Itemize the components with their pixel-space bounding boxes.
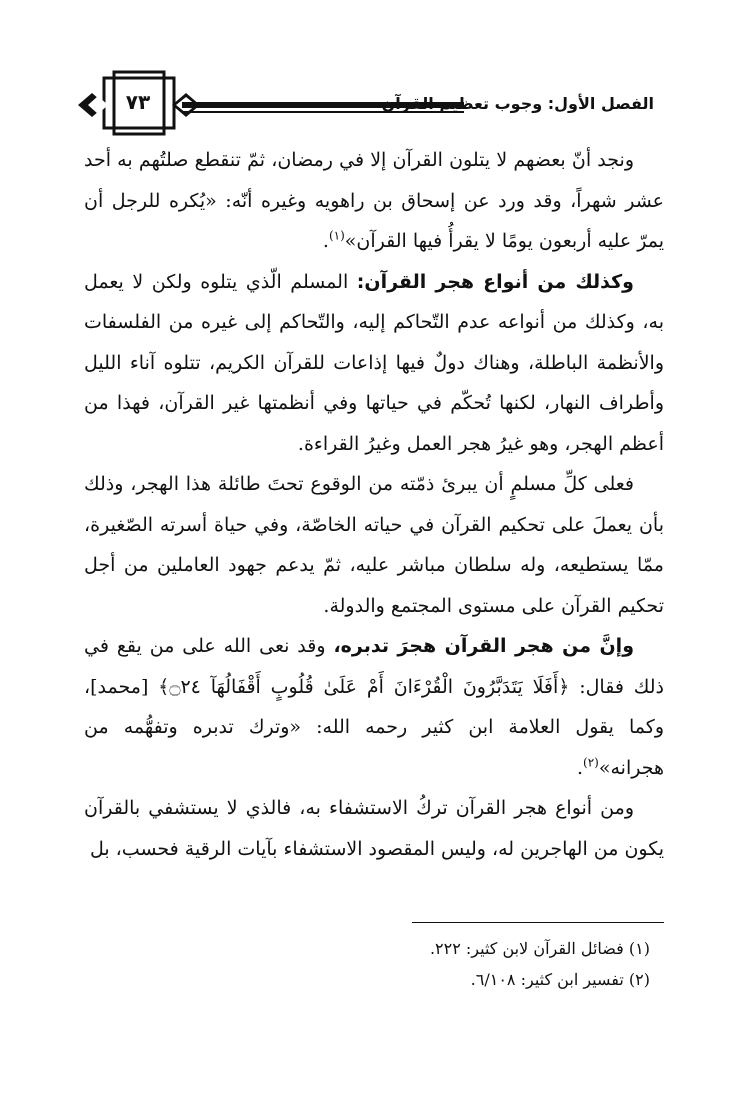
footnote-ref-2[interactable]: (٢)	[583, 755, 599, 770]
main-text	[84, 140, 664, 869]
paragraph-lead: وكذلك من أنواع هجر القرآن:	[356, 270, 634, 293]
footnote-1: (١) فضائل القرآن لابن كثير: ٢٢٢.	[429, 939, 650, 958]
footnote-2: (٢) تفسير ابن كثير: ٦/١٠٨.	[470, 970, 650, 989]
paragraph-lead: وإنَّ من هجر القرآن هجرَ تدبره،	[333, 635, 634, 657]
paragraph-3: فعلى كلِّ مسلمٍ أن يبرئ ذمّته من الوقوع تحتَ طائلة هذا الهجر، وذلك بأن يعملَ على تحكيم القرآن في حياته الخاصّة، وفي حياة أسرته الصّغيرة، ممّا يستطيعه، وله سلطان مباشر عليه، ثمّ يدعم جهود العاملين من أجل تحكيم القرآن على مستوى المجتمع والدولة.	[84, 473, 664, 617]
paragraph-5: ومن أنواع هجر القرآن تركُ الاستشفاء به، فالذي لا يستشفي بالقرآن يكون من الهاجرين له، وليس المقصود الاستشفاء بآيات الرقية فحسب، بل	[84, 797, 664, 860]
footnotes	[84, 933, 664, 995]
page-number: ٧٣	[125, 90, 151, 114]
footnote-divider	[412, 922, 664, 923]
paragraph-4: وإنَّ من هجر القرآن هجرَ تدبره، وقد نعى الله على من يقع في ذلك فقال: ﴿أَفَلَا يَتَدَبَّرُونَ الْقُرْءَانَ أَمْ عَلَىٰ قُلُوبٍ أَقْفَالُهَآ ۝٢٤﴾ [محمد]، وكما يقول العلامة ابن كثير رحمه الله: «وترك تدبره وتفهُّمه من هجرانه»$^{(٢)}$.	[84, 635, 665, 779]
chapter-title: الفصل الأول: وجوب تعظيم القرآن	[381, 94, 654, 113]
page-header	[74, 68, 654, 138]
footnote-ref-1[interactable]: (١)	[328, 228, 345, 243]
paragraph-1: ونجد أنّ بعضهم لا يتلون القرآن إلا في رمضان، ثمّ تنقطع صلتُهم به أحد عشر شهراً، وقد ورد عن إسحاق بن راهويه وغيره أنّه: «يُكره للرجل أن يمرّ عليه أربعون يومًا لا يقرأُ فيها القرآن»$^{(١)}$.	[84, 149, 664, 252]
paragraph-2: وكذلك من أنواع هجر القرآن: المسلم الّذي يتلوه ولكن لا يعمل به، وكذلك من أنواعه عدم التّحاكم إليه، والتّحاكم إلى غيره من الفلسفات والأنظمة الباطلة، وهناك دولٌ فيها إذاعات للقرآن الكريم، تتلوه آناء الليل وأطراف النهار، لكنها تُحكّم في حياتها وفي أنظمتها غير القرآن، فهذا من أعظم الهجر، وهو غيرُ هجر العمل وغيرُ القراءة.	[84, 270, 664, 455]
